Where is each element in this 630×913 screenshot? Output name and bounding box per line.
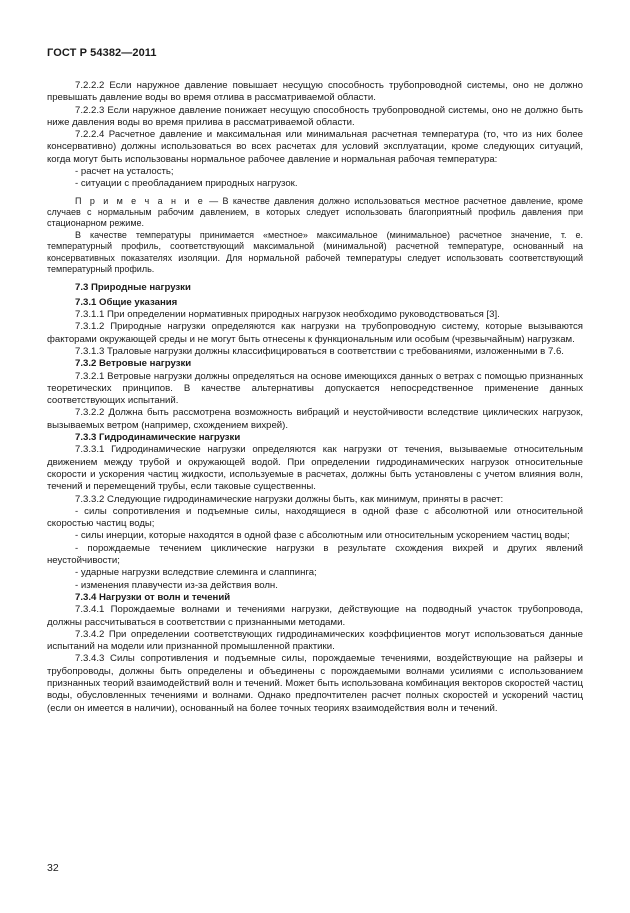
paragraph-7-3-2-1: 7.3.2.1 Ветровые нагрузки должны определяться на основе имеющихся данных о ветрах с помощью признанных теоретических принципов. В качестве альтернативы допускается непосредственное применение данных соответствующих испытаний. [47, 370, 583, 407]
note-paragraph-2: В качестве температуры принимается «местное» максимальное (минимальное) расчетное значение, т. е. температурный профиль, соответствующий максимальной (минимальной) расчетной температуре, основанный на консервативных показателях изоляции. Для нормальной рабочей температуры следует использовать соответствующий температурный профиль. [47, 229, 583, 275]
section-heading-7-3-1: 7.3.1 Общие указания [75, 296, 178, 308]
note-paragraph [47, 196, 583, 230]
paragraph-7-2-2-2: 7.2.2.2 Если наружное давление повышает несущую способность трубопроводной системы, оно не должно превышать давление воды во время отлива в рассматриваемой области. [47, 80, 583, 104]
list-item: - изменения плавучести из-за действия волн. [75, 579, 278, 591]
list-item: - расчет на усталость; [75, 166, 174, 178]
paragraph-7-3-4-1: 7.3.4.1 Порождаемые волнами и течениями нагрузки, действующие на подводный участок трубопровода, должны рассчитываться в соответствии с признанными методами. [47, 604, 583, 628]
paragraph-7-2-2-4: 7.2.2.4 Расчетное давление и максимальная или минимальная расчетная температура (то, что из них более консервативно) должны использоваться во всех расчетах для условий эксплуатации, кроме следующих ситуаций, когда могут быть использованы нормальное рабочее давление и нормальная рабочая температура: [47, 129, 583, 165]
section-heading-7-3-3: 7.3.3 Гидродинамические нагрузки [75, 432, 241, 444]
document-body [47, 80, 583, 715]
note-text: — В качестве давления должно использоваться местное расчетное давление, кроме случаев с нормальным рабочим давлением, в которых следует использовать благоприятный профиль давления при стационарном режиме. [47, 195, 583, 229]
paragraph-7-3-1-2: 7.3.1.2 Природные нагрузки определяются как нагрузки на трубопроводную систему, которые вызываются факторами окружающей среды и не могут быть отнесены к функциональным или особым (чрезвычайным) нагрузкам. [47, 321, 583, 345]
list-item: - порождаемые течением циклические нагрузки в результате схождения вихрей и других явлений неустойчивости; [47, 542, 583, 567]
paragraph-7-3-4-2: 7.3.4.2 При определении соответствующих гидродинамических коэффициентов могут использоваться данные испытаний на модели или признанной промышленной практики. [47, 628, 583, 653]
list-item: - силы инерции, которые находятся в одной фазе с абсолютным или относительным ускорением частиц воды; [75, 530, 570, 542]
list-item: - ситуации с преобладанием природных нагрузок. [75, 178, 298, 190]
paragraph-7-3-3-1: 7.3.3.1 Гидродинамические нагрузки определяются как нагрузки от течения, вызываемые относительным движением между трубой и окружающей водой. При определении гидродинамических нагрузок относительные скорости и ускорения частиц жидкости, используемые в расчетах, должны быть установлены с учетом влияния волн, течений и перемещений трубы, если таковые существенны. [47, 444, 583, 493]
document-header: ГОСТ Р 54382—2011 [47, 47, 157, 59]
paragraph-7-3-3-2: 7.3.3.2 Следующие гидродинамические нагрузки должны быть, как минимум, приняты в расчет: [75, 493, 504, 505]
section-heading-7-3-2: 7.3.2 Ветровые нагрузки [75, 358, 192, 370]
paragraph-7-3-1-3: 7.3.1.3 Траловые нагрузки должны классифицироваться в соответствии с требованиями, изложенными в 7.6. [75, 346, 564, 357]
paragraph-7-3-1-1: 7.3.1.1 При определении нормативных природных нагрузок необходимо руководствоваться [3]. [75, 309, 500, 321]
section-heading-7-3: 7.3 Природные нагрузки [75, 281, 191, 293]
list-item: - силы сопротивления и подъемные силы, находящиеся в одной фазе с абсолютной или относительной скоростью частиц воды; [47, 505, 583, 530]
paragraph-7-3-4-3: 7.3.4.3 Силы сопротивления и подъемные силы, порождаемые течениями, воздействующие на райзеры и трубопроводы, должны быть определены и объединены с порождаемыми волнами усилиями с использованием признанных теорий взаимодействий волн и течений. Может быть использована комбинация векторов скоростей частиц воды, обусловленных течениями и волнами. Однако предпочтителен расчет полных скоростей и ускорений частиц (если он имеется в наличии), основанный на более точных теориях взаимодействия волн и течений. [47, 653, 583, 714]
paragraph-7-2-2-3: 7.2.2.3 Если наружное давление понижает несущую способность трубопроводной системы, оно не должно быть ниже давления воды во время прилива в рассматриваемой области. [47, 104, 583, 128]
note-label: П р и м е ч а н и е [75, 195, 205, 206]
paragraph-7-3-2-2: 7.3.2.2 Должна быть рассмотрена возможность вибраций и неустойчивости вследствие циклических нагрузок, вызываемых ветром (например, схождением вихрей). [47, 407, 583, 431]
section-heading-7-3-4: 7.3.4 Нагрузки от волн и течений [75, 591, 231, 603]
list-item: - ударные нагрузки вследствие слеминга и слаппинга; [75, 567, 317, 579]
page-number: 32 [47, 862, 59, 874]
